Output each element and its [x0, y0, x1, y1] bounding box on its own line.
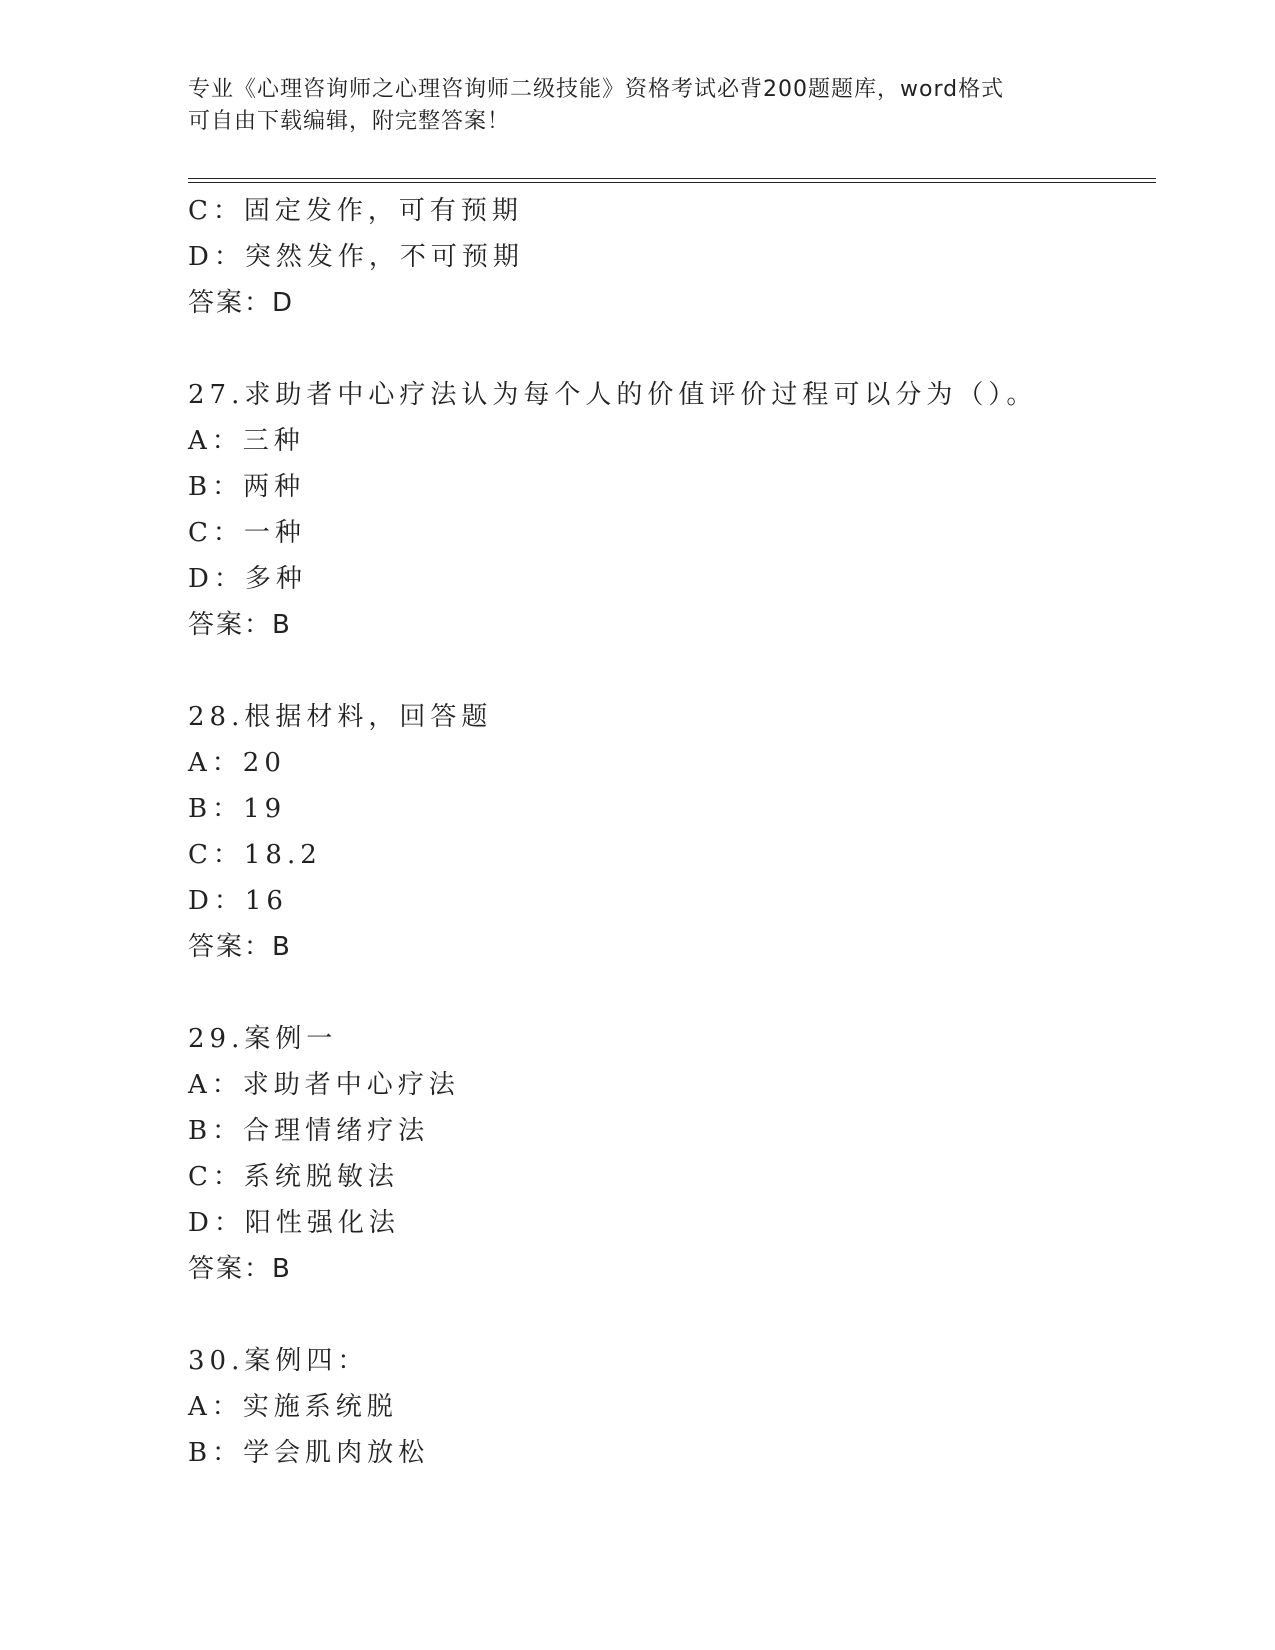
option-d: D：多种	[188, 564, 307, 594]
answer-line: 答案：B	[188, 1254, 292, 1284]
header-double-rule	[188, 178, 1156, 183]
spacer	[188, 326, 1156, 372]
answer-line: 答案：D	[188, 288, 295, 318]
option-b: B：合理情绪疗法	[188, 1116, 430, 1146]
option-c: C：18.2	[188, 840, 322, 870]
document-header	[188, 74, 1088, 138]
question-text: 27.求助者中心疗法认为每个人的价值评价过程可以分为（）。	[188, 380, 1038, 410]
question-text: 28.根据材料，回答题	[188, 702, 493, 732]
option-b: B：学会肌肉放松	[188, 1438, 430, 1468]
question-block-26	[188, 188, 1156, 326]
answer-line: 答案：B	[188, 610, 292, 640]
option-b: B：19	[188, 794, 287, 824]
option-a: A：20	[188, 748, 286, 778]
option-b: B：两种	[188, 472, 306, 502]
option-c: C：一种	[188, 518, 306, 548]
spacer	[188, 648, 1156, 694]
question-text: 30.案例四：	[188, 1346, 369, 1376]
option-d: D：突然发作，不可预期	[188, 242, 524, 272]
header-title-line-1: 专业《心理咨询师之心理咨询师二级技能》资格考试必背200题题库，word格式	[188, 77, 1005, 102]
question-block-28	[188, 694, 1156, 970]
option-d: D：阳性强化法	[188, 1208, 400, 1238]
option-d: D：16	[188, 886, 288, 916]
spacer	[188, 970, 1156, 1016]
question-text: 29.案例一	[188, 1024, 338, 1054]
option-c: C：系统脱敏法	[188, 1162, 399, 1192]
question-block-27	[188, 372, 1156, 648]
spacer	[188, 1292, 1156, 1338]
question-list	[188, 188, 1156, 1476]
option-c: C：固定发作，可有预期	[188, 196, 523, 226]
question-block-29	[188, 1016, 1156, 1292]
question-block-30	[188, 1338, 1156, 1476]
option-a: A：求助者中心疗法	[188, 1070, 460, 1100]
option-a: A：三种	[188, 426, 305, 456]
option-a: A：实施系统脱	[188, 1392, 398, 1422]
answer-line: 答案：B	[188, 932, 292, 962]
header-title-line-2: 可自由下载编辑，附完整答案！	[188, 109, 511, 134]
